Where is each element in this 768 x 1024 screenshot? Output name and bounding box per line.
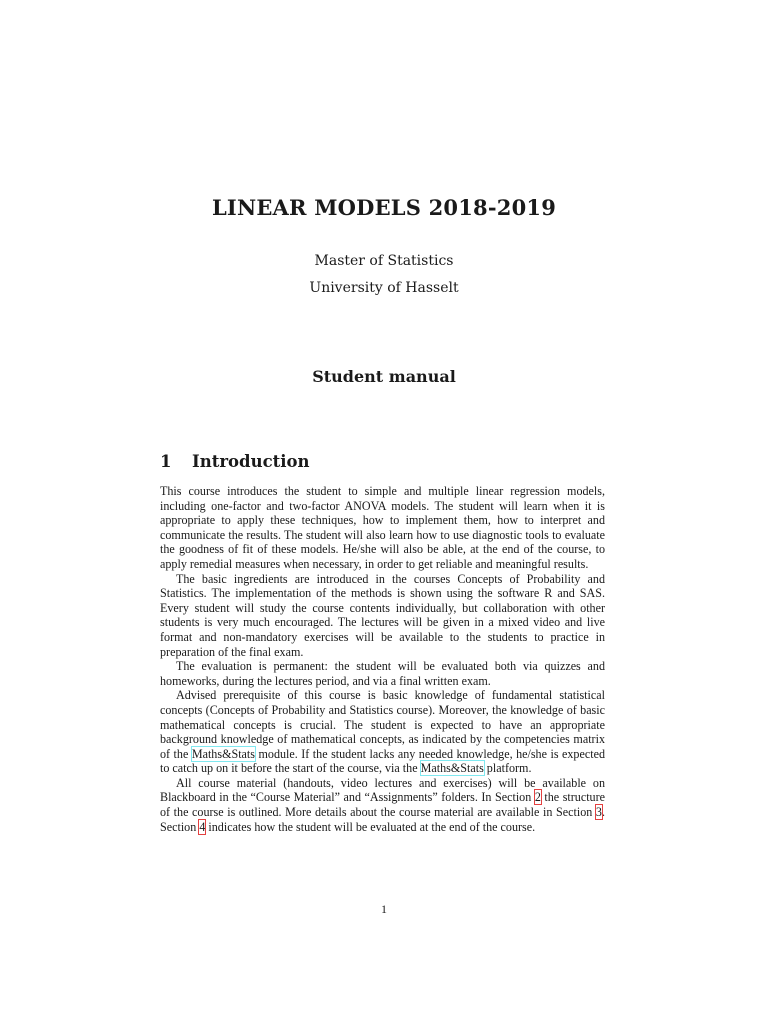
- paragraph-5-text-a: All course material (handouts, video lectures and exercises) will be available on Blackboard in the “Course Material” and “Assignments” folders. In Section: [160, 775, 605, 805]
- section-3-ref-link[interactable]: 3: [595, 805, 602, 820]
- paragraph-1: This course introduces the student to simple and multiple linear regression models, including one-factor and two-factor ANOVA models. The student will learn when it is appropriate to apply these techniques, how to implement them, how to interpret and communicate the results. The student will also learn how to use diagnostic tools to evaluate the goodness of fit of these models. He/she will also be able, at the end of the course, to apply remedial measures when necessary, in order to get reliable and meaningful results.: [160, 484, 605, 571]
- manual-heading: Student manual: [312, 367, 456, 386]
- introduction-body: [160, 484, 605, 834]
- paragraph-4: [160, 688, 605, 776]
- paragraph-2: The basic ingredients are introduced in the courses Concepts of Probability and Statistics. The implementation of the methods is shown using the software R and SAS. Every student will study the course contents individually, but collaboration with other students is very much encouraged. The lectures will be given in a mixed video and live format and non-mandatory exercises will be available to the students to practice in preparation of the final exam.: [160, 571, 605, 659]
- paragraph-4-text-c: platform.: [483, 761, 532, 776]
- paragraph-5-text-b: the structure of the course is outlined. More details about the course material are available in Section: [160, 790, 605, 820]
- section-number: 1: [160, 452, 172, 471]
- section-2-ref-link[interactable]: 2: [534, 790, 541, 805]
- document-title: LINEAR MODELS 2018-2019: [211, 195, 557, 220]
- section-4-ref-link[interactable]: 4: [199, 819, 206, 834]
- section-title: Introduction: [192, 452, 310, 471]
- maths-stats-module-link[interactable]: Maths&Stats: [191, 746, 255, 761]
- paragraph-3: The evaluation is permanent: the student will be evaluated both via quizzes and homeworks, during the lectures period, and via a final written exam.: [160, 659, 605, 688]
- paragraph-4-text-a: Advised prerequisite of this course is basic knowledge of fundamental statistical concepts (Concepts of Probability and Statistics course). Moreover, the knowledge of basic mathematical concepts is crucial. The student is expected to have an appropriate background knowledge of mathematical concepts, as indicated by the competencies matrix of the: [160, 688, 605, 761]
- maths-stats-platform-link[interactable]: Maths&Stats: [420, 761, 484, 776]
- program-name: Master of Statistics: [314, 253, 454, 269]
- paragraph-5: [160, 776, 605, 834]
- paragraph-5-text-d: indicates how the student will be evaluated at the end of the course.: [205, 819, 536, 834]
- paragraph-4-text-b: module. If the student lacks any needed knowledge, he/she is expected to catch up on it before the start of the course, via the: [160, 746, 605, 776]
- page-number: 1: [381, 902, 387, 916]
- section-heading-introduction: [160, 452, 310, 471]
- paragraph-5-text-c: . Section: [160, 805, 605, 834]
- university-name: University of Hasselt: [309, 280, 459, 296]
